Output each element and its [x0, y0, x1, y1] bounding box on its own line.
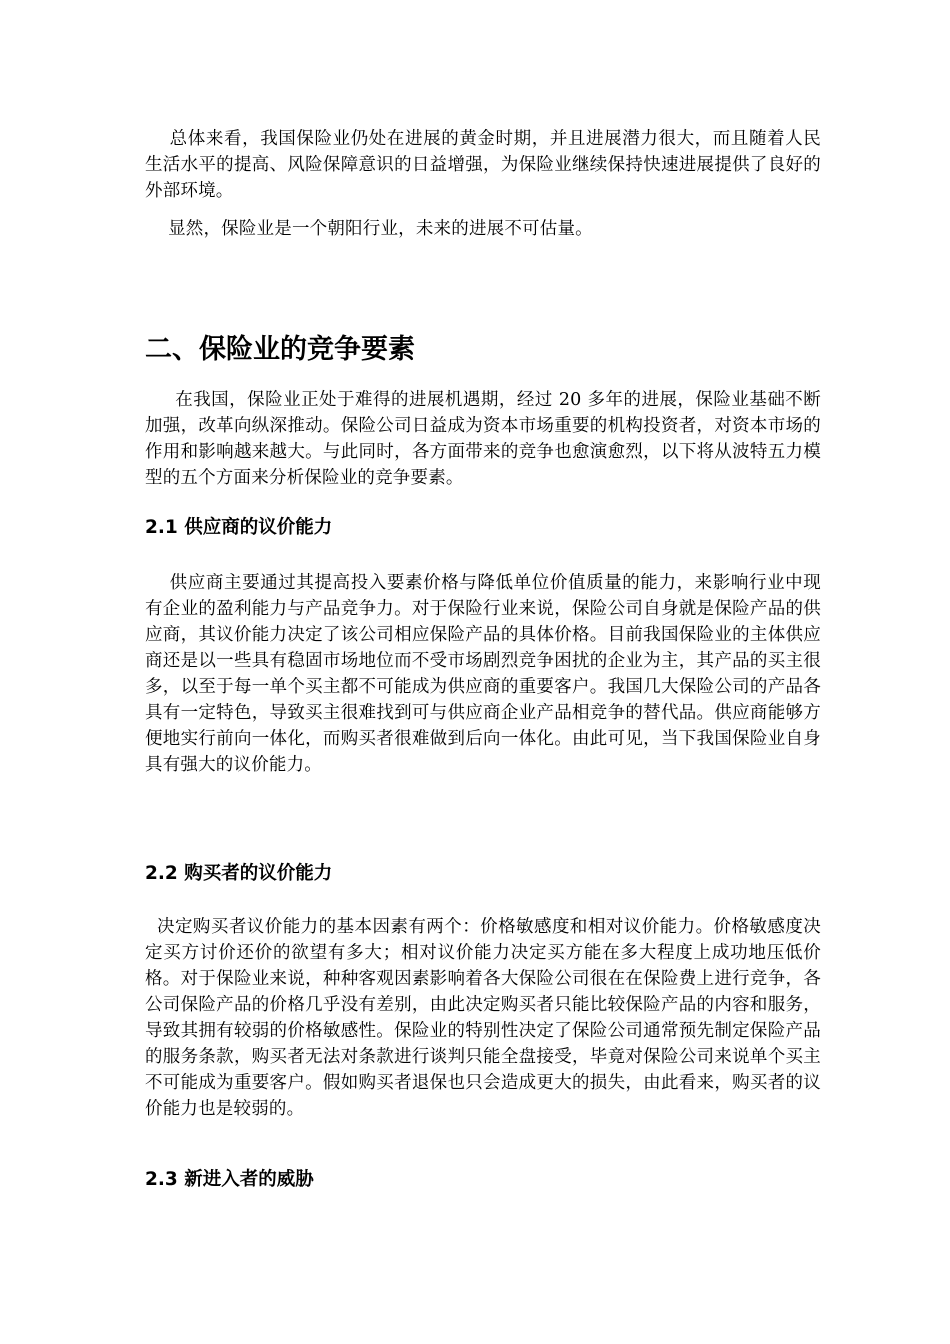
section-heading-competition-factors: 二、保险业的竞争要素 [145, 334, 415, 365]
subheading-buyer-bargaining: 2.2 购买者的议价能力 [145, 863, 333, 884]
paragraph-section-intro: 在我国，保险业正处于难得的进展机遇期，经过 20 多年的进展，保险业基础不断加强，改革向纵深推动。保险公司日益成为资本市场重要的机构投资者，对资本市场的作用和影响越来越大。与此同时，各方面带来的竞争也愈演愈烈，以下将从波特五力模型的五个方面来分析保险业的竞争要素。 [145, 390, 821, 488]
subheading-new-entrants-threat: 2.3 新进入者的威胁 [145, 1169, 314, 1190]
paragraph-buyer-bargaining: 决定购买者议价能力的基本因素有两个：价格敏感度和相对议价能力。价格敏感度决定买方讨价还价的欲望有多大；相对议价能力决定买方能在多大程度上成功地压低价格。对于保险业来说，种种客观因素影响着各大保险公司很在在保险费上进行竞争，各公司保险产品的价格几乎没有差别，由此决定购买者只能比较保险产品的内容和服务，导致其拥有较弱的价格敏感性。保险业的特别性决定了保险公司通常预先制定保险产品的服务条款，购买者无法对条款进行谈判只能全盘接受，毕竟对保险公司来说单个买主不可能成为重要客户。假如购买者退保也只会造成更大的损失，由此看来，购买者的议价能力也是较弱的。 [145, 917, 821, 1119]
paragraph-supplier-bargaining: 供应商主要通过其提高投入要素价格与降低单位价值质量的能力，来影响行业中现有企业的盈利能力与产品竞争力。对于保险行业来说，保险公司自身就是保险产品的供应商，其议价能力决定了该公司相应保险产品的具体价格。目前我国保险业的主体供应商还是以一些具有稳固市场地位而不受市场剧烈竞争困扰的企业为主，其产品的买主很多，以至于每一单个买主都不可能成为供应商的重要客户。我国几大保险公司的产品各具有一定特色，导致买主很难找到可与供应商企业产品相竞争的替代品。供应商能够方便地实行前向一体化，而购买者很难做到后向一体化。由此可见，当下我国保险业自身具有强大的议价能力。 [145, 573, 821, 775]
subheading-supplier-bargaining: 2.1 供应商的议价能力 [145, 517, 333, 538]
paragraph-overall-outlook: 总体来看，我国保险业仍处在进展的黄金时期，并且进展潜力很大，而且随着人民生活水平的提高、风险保障意识的日益增强，为保险业继续保持快速进展提供了良好的外部环境。 [145, 129, 821, 201]
paragraph-sunrise-industry: 显然，保险业是一个朝阳行业，未来的进展不可估量。 [145, 219, 593, 239]
